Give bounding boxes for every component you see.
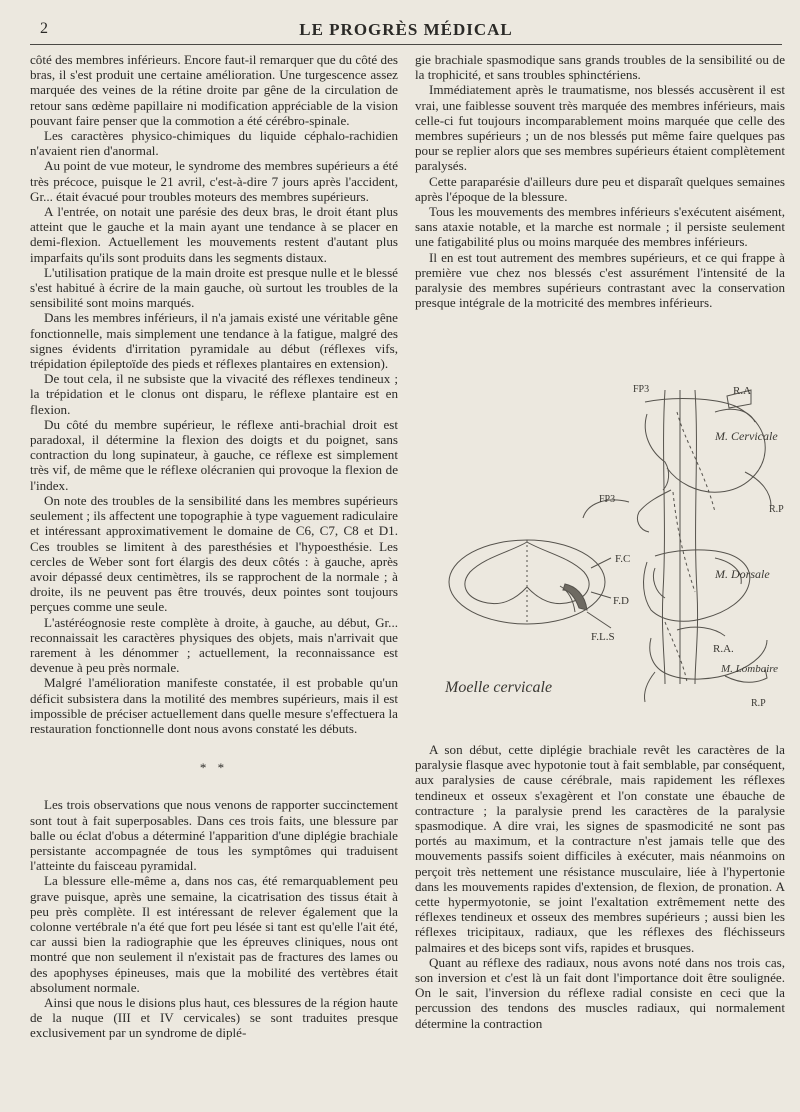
paragraph: L'utilisation pratique de la main droite est presque nulle et le blessé s'est habitué à écrire de la main gauche, où surtout les troubles de la sensibilité sont moins marqués. xyxy=(30,264,398,311)
label-m-dorsale: M. Dorsale xyxy=(715,567,770,581)
page-header xyxy=(30,18,782,44)
paragraph: Du côté du membre supérieur, le réflexe anti-brachial droit est paradoxal, il détermine la flexion des doigts et du poignet, sans contraction du long supinateur, à gauche, ce réflexe est simplement très vif, de même que le réflexe olécranien qui provoque la flexion de l'index. xyxy=(30,416,398,493)
label-fp3-mid: FP3 xyxy=(599,494,616,505)
paragraph: Il en est tout autrement des membres supérieurs, et ce qui frappe à première vue chez nos blessés c'est assurément l'intensité de la paralysie des membres supérieurs contrastant avec la conservation presque intégrale de la motricité des membres inférieurs. xyxy=(415,249,785,311)
spinal-cord-figure xyxy=(415,372,785,712)
label-m-cervicale: M. Cervicale xyxy=(715,429,778,443)
label-rp-top: R.P xyxy=(769,504,784,515)
header-rule xyxy=(30,44,782,45)
paragraph: côté des membres inférieurs. Encore faut-il remarquer que du côté des bras, il s'est produit une certaine amélioration. Une turgescence assez marquée des veines de la rétine droite par gêne de la circulation de retour sans œdème papillaire ni modification appréciable de la vision pouvant faire penser que la commotion a été cérébro-spinale. xyxy=(30,52,398,128)
paragraph: De tout cela, il ne subsiste que la vivacité des réflexes tendineux ; la trépidation et le clonus ont disparu, le réflexe plantaire est en flexion. xyxy=(30,371,398,417)
paragraph: Tous les mouvements des membres inférieurs s'exécutent aisément, sans ataxie notable, et la marche est normale ; il persiste seulement une fatigabilité plus ou moins marquée des membres inférieurs. xyxy=(415,204,785,250)
paragraph: Au point de vue moteur, le syndrome des membres supérieurs a été très précoce, puisque le 21 avril, c'est-à-dire 7 jours après l'accident, Gr... était évacué pour troubles moteurs des membres supérieurs. xyxy=(30,158,398,204)
paragraph: Ainsi que nous le disions plus haut, ces blessures de la région haute de la nuque (III et IV cervicales) se sont traduites presque exclusivement par un syndrome de diplé- xyxy=(30,994,398,1041)
label-moelle-cervicale: Moelle cervicale xyxy=(445,679,553,696)
journal-title: LE PROGRÈS MÉDICAL xyxy=(299,20,513,39)
spinal-cord-drawing xyxy=(415,372,785,712)
paragraph: A l'entrée, on notait une parésie des deux bras, le droit étant plus atteint que le gauche et la main ayant une tendance à se placer en demi-flexion. Actuellement les mouvements restent d'autant plus imparfaits qu'ils sont produits dans les segments distaux. xyxy=(30,204,398,265)
paragraph: Les caractères physico-chimiques du liquide céphalo-rachidien n'avaient rien d'anormal. xyxy=(30,128,398,159)
paragraph: Cette paraparésie d'ailleurs dure peu et disparaît quelques semaines après l'époque de la blessure. xyxy=(415,173,785,204)
section-separator: * * xyxy=(199,760,229,776)
paragraph: Immédiatement après le traumatisme, nos blessés accusèrent il est vrai, une faiblesse souvent très marquée des membres inférieurs, mais celle-ci fut toujours incomparablement moins marquée que celle des membres supérieurs ; un de nos blessés put même faire quelques pas pour se replier alors que ses membres supérieurs étaient complètement paralysés. xyxy=(415,82,785,174)
paragraph: Dans les membres inférieurs, il n'a jamais existé une véritable gêne fonctionnelle, mais simplement une tendance à la fatigue, malgré des signes évidents d'irritation pyramidale au début (réflexes vifs, trépidation épileptoïde des pieds et réflexes plantaires en extension). xyxy=(30,310,398,372)
label-rp-bottom: R.P xyxy=(751,698,766,709)
paragraph: On note des troubles de la sensibilité dans les membres supérieurs seulement ; ils affectent une topographie à type vaguement radiculaire et intéressant approximativement le domaine de C6, C7, C8 et D1. Ces troubles se limitent à des paresthésies et l'hypoesthésie. Les cercles de Weber sont fort élargis des deux côtés : à gauche, après avoir dépassé deux centimètres, ils se rapprochent de la normale ; à droite, ils ne peuvent pas être trouvés, deux pointes sont toujours perçues comme une seule. xyxy=(30,492,398,615)
right-column-bottom xyxy=(415,742,785,1031)
paragraph: L'astéréognosie reste complète à droite, à gauche, au début, Gr... reconnaissait les caractères physiques des objets, mais n'arrivait que rarement à les dénommer ; actuellement, la reconnaissance est devenue à peu près normale. xyxy=(30,614,398,676)
label-ra-top: R.A xyxy=(733,385,752,397)
paragraph: Malgré l'amélioration manifeste constatée, il est probable qu'un déficit subsistera dans la motilité des membres supérieurs, mais il est impossible de préciser actuellement dans quelle mesure s'effectuera la restauration fonctionnelle dont nous avons constaté les débuts. xyxy=(30,675,398,736)
left-column xyxy=(30,52,398,1041)
label-fp3-top: FP3 xyxy=(633,384,650,395)
label-ra-bottom: R.A. xyxy=(713,643,734,655)
label-fd: F.D xyxy=(613,595,629,607)
right-column-top xyxy=(415,52,785,310)
label-fc: F.C xyxy=(615,553,631,565)
page-number: 2 xyxy=(40,20,48,37)
paragraph: gie brachiale spasmodique sans grands troubles de la sensibilité ou de la trophicité, et sans troubles sphinctériens. xyxy=(415,52,785,83)
paragraph: La blessure elle-même a, dans nos cas, été remarquablement peu grave puisque, après une semaine, la cicatrisation des tissus était à peu près complète. Il est intéressant de relever également que la colonne vertébrale n'a été que fort peu lésée si tant est qu'elle l'ait été, car aussi bien la radiographie que les épreuves cliniques, nous ont montré que non seulement il n'existait pas de fractures des lames ou des apophyses épineuses, mais que la mobilité des vertèbres était absolument normale. xyxy=(30,873,398,995)
cervical-segment xyxy=(645,399,765,493)
paragraph: Quant au réflexe des radiaux, nous avons noté dans nos trois cas, son inversion et c'est là un fait dont l'importance doit être soulignée. On le sait, l'inversion du réflexe radial consiste en ceci que la percussion des tendons des muscles radiaux, qui normalement détermine la contraction xyxy=(415,954,785,1031)
label-m-lombaire: M. Lombaire xyxy=(721,663,779,675)
lateral-tract-shading xyxy=(563,584,587,610)
label-fls: F.L.S xyxy=(591,631,615,643)
paragraph: Les trois observations que nous venons de rapporter succinctement sont tout à fait superposables. Dans ces trois faits, une blessure par balle ou éclat d'obus a déterminé l'apparition d'une diplégie brachiale persistante accompagnée de tous les symptômes qui traduisent l'atteinte du faisceau pyramidal. xyxy=(30,797,398,874)
paragraph: A son début, cette diplégie brachiale revêt les caractères de la paralysie flasque avec hypotonie tout à fait semblable, par conséquent, aux paralysies de cause cérébrale, mais rapidement les réflexes tendineux et osseux s'exagèrent et l'on constate une ébauche de contracture ; la paralysie prend les caractères de la paralysie spasmodique. A dire vrai, les signes de spasmodicité ne sont pas portés au maximum, et la contracture n'est jamais telle que des mouvements passifs soient difficiles à exécuter, mais néanmoins on perçoit très nettement une résistance musculaire, liée à l'hypertonie dans les mouvements rapides d'extension, de flexion, de pronation. A cette hypermyotonie, se joint l'exaltation extrêmement nette des réflexes tendineux et osseux des membres supérieurs ; aussi bien les réflexes tricipitaux, radiaux, que les réflexes des fléchisseurs palmaires et des biceps sont vifs, rapides et brusques. xyxy=(415,742,785,955)
